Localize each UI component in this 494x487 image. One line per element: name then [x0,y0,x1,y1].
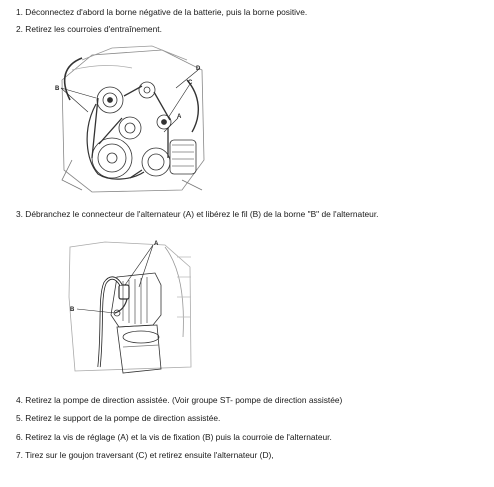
step-7: 7. Tirez sur le goujon traversant (C) et retirez ensuite l'alternateur (D), [16,450,274,460]
step-5: 5. Retirez le support de la pompe de direction assistée. [16,413,221,423]
figure1-label-d: D [196,66,201,72]
step-1: 1. Déconnectez d'abord la borne négative de la batterie, puis la borne positive. [16,7,308,17]
step-3: 3. Débranchez le connecteur de l'alternateur (A) et libérez le fil (B) de la borne "B" de l'alternateur. [16,209,379,219]
alternator-connector-illustration [65,237,195,377]
figure1-label-c: C [188,80,193,86]
step-2: 2. Retirez les courroies d'entraînement. [16,24,162,34]
figure1-label-a: A [177,114,182,120]
step-4: 4. Retirez la pompe de direction assistée. (Voir groupe ST- pompe de direction assistée) [16,395,343,405]
belt-drive-illustration [52,40,212,198]
figure2-label-b: B [70,307,75,313]
figure1-label-b: B [55,86,60,92]
step-6: 6. Retirez la vis de réglage (A) et la vis de fixation (B) puis la courroie de l'alternateur. [16,432,332,442]
figure2-label-a: A [154,241,159,247]
